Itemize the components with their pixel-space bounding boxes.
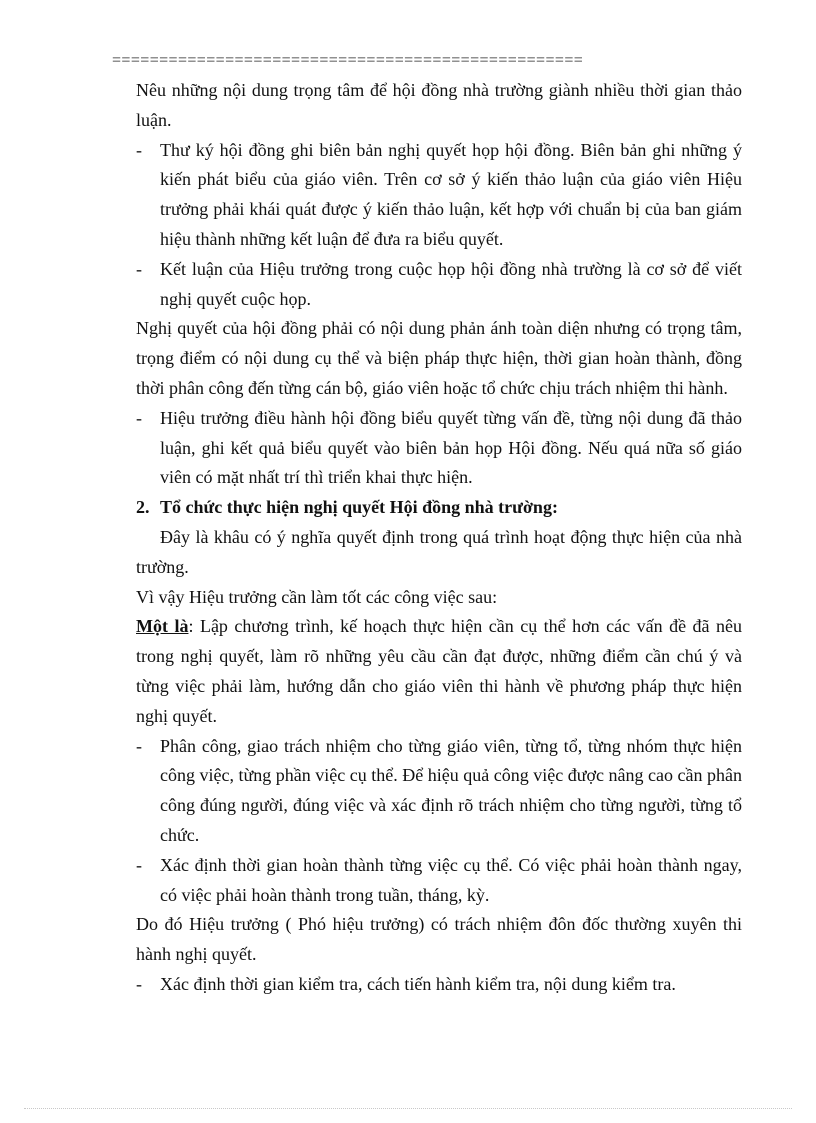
list-item-text: Thư ký hội đồng ghi biên bản nghị quyết họp hội đồng. Biên bản ghi những ý kiến phát biểu của giáo viên. Trên cơ sở ý kiến thảo luận của giáo viên Hiệu trưởng phải khái quát được ý kiến thảo luận, kết hợp với chuẩn bị của ban giám hiệu thành những kết luận để đưa ra biểu quyết. bbox=[160, 139, 742, 249]
section-number: 2. bbox=[136, 497, 150, 518]
list-item-text: Kết luận của Hiệu trưởng trong cuộc họp hội đồng nhà trường là cơ sở để viết nghị quyết cuộc họp. bbox=[160, 258, 742, 309]
list-dash: - bbox=[136, 407, 142, 428]
section-title: Tổ chức thực hiện nghị quyết Hội đồng nhà trường: bbox=[160, 497, 558, 518]
list-dash: - bbox=[136, 735, 142, 756]
paragraph: Nghị quyết của hội đồng phải có nội dung phản ánh toàn diện nhưng có trọng tâm, trọng điểm có nội dung cụ thể và biện pháp thực hiện, thời gian hoàn thành, đồng thời phân công đến từng cán bộ, giáo viên hoặc tổ chức chịu trách nhiệm thi hành. bbox=[136, 318, 742, 398]
list-dash: - bbox=[136, 139, 142, 160]
list-dash: - bbox=[136, 973, 142, 994]
list-item bbox=[136, 851, 742, 911]
list-dash: - bbox=[136, 258, 142, 279]
paragraph bbox=[136, 612, 742, 731]
list-item bbox=[136, 970, 742, 1000]
list-item bbox=[136, 404, 742, 493]
list-item bbox=[136, 732, 742, 851]
paragraph: Do đó Hiệu trưởng ( Phó hiệu trưởng) có trách nhiệm đôn đốc thường xuyên thi hành nghị quyết. bbox=[136, 914, 742, 965]
footer-dotted-line bbox=[24, 1108, 792, 1109]
list-item-text: Hiệu trưởng điều hành hội đồng biểu quyết từng vấn đề, từng nội dung đã thảo luận, ghi kết quả biểu quyết vào biên bản họp Hội đồng. Nếu quá nữa số giáo viên có mặt nhất trí thì triển khai thực hiện. bbox=[160, 407, 742, 488]
paragraph-text: : Lập chương trình, kế hoạch thực hiện cần cụ thể hơn các vấn đề đã nêu trong nghị quyết, làm rõ những yêu cầu cần đạt được, những điểm cần chú ý và từng việc phải làm, hướng dẫn cho giáo viên thi hành về phương pháp thực hiện nghị quyết. bbox=[136, 616, 742, 726]
header-rule: ================================================== bbox=[112, 52, 584, 69]
list-item-text: Xác định thời gian kiểm tra, cách tiến hành kiểm tra, nội dung kiểm tra. bbox=[160, 973, 676, 994]
list-item bbox=[136, 255, 742, 315]
list-item-text: Phân công, giao trách nhiệm cho từng giáo viên, từng tổ, từng nhóm thực hiện công việc, từng phần việc cụ thể. Để hiệu quả công việc được nâng cao cần phân công đúng người, đúng việc và xác định rõ trách nhiệm cho từng người, từng tổ chức. bbox=[160, 735, 742, 845]
paragraph: Nêu những nội dung trọng tâm để hội đồng nhà trường giành nhiều thời gian thảo luận. bbox=[136, 80, 742, 130]
paragraph: Vì vậy Hiệu trưởng cần làm tốt các công việc sau: bbox=[136, 586, 498, 607]
paragraph: Đây là khâu có ý nghĩa quyết định trong quá trình hoạt động thực hiện của nhà trường. bbox=[136, 526, 742, 577]
document-body bbox=[136, 76, 742, 1000]
list-item-text: Xác định thời gian hoàn thành từng việc cụ thể. Có việc phải hoàn thành ngay, có việc phải hoàn thành trong tuần, tháng, kỳ. bbox=[160, 854, 742, 905]
list-dash: - bbox=[136, 854, 142, 875]
list-item bbox=[136, 136, 742, 255]
section-heading bbox=[136, 493, 742, 523]
lead-label: Một là bbox=[136, 616, 189, 637]
